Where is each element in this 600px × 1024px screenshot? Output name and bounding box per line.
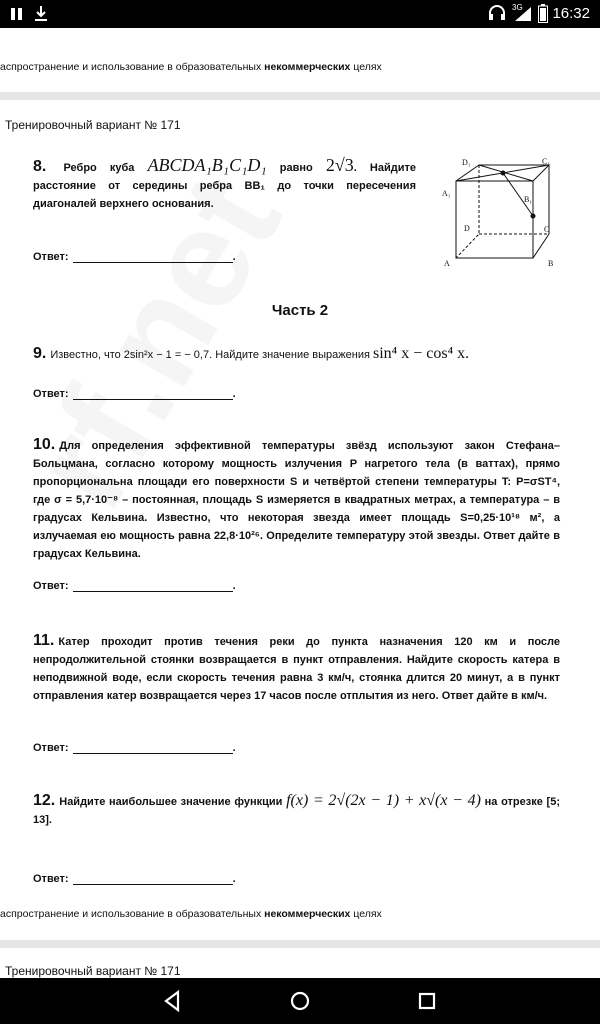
banner-bold: некоммерческих [264,908,351,920]
task-text: . Найдите расстояние от середины ребра BB₁ до точки пересечения диагоналей верхнего основания. [33,162,417,210]
banner-end: целях [350,61,382,73]
answer-line [73,389,233,400]
license-banner-top [0,61,382,73]
label-c1: C₁ [542,158,551,166]
home-icon[interactable] [285,986,315,1016]
answer-8: Ответ: . [33,251,236,263]
page-strip-bottom [0,900,600,940]
task-number: 8. [33,158,47,175]
label-d1: D₁ [462,158,471,167]
banner-end: целях [350,908,382,920]
task-12 [33,792,560,829]
variant-header-next: Тренировочный вариант № 171 [5,964,181,978]
banner-text: аспространение и использование в образовательных [0,61,265,73]
answer-label: Ответ: [33,251,69,263]
task-text: на отрезке [5; 13]. [33,796,560,826]
task-11 [33,632,560,705]
variant-header: Тренировочный вариант № 171 [5,118,181,132]
label-c: C [544,225,550,234]
answer-11: Ответ: . [33,742,236,754]
answer-line [73,743,233,754]
banner-bold: некоммерческих [264,61,351,73]
cube-name: ABCDA₁B₁C₁D₁ [147,155,267,175]
task-number: 10. [33,436,56,453]
edge-length: 2√3 [325,155,354,175]
task-number: 11. [33,632,55,649]
cube-figure [436,158,566,272]
battery-icon [538,4,548,23]
answer-label: Ответ: [33,742,69,754]
banner-text: аспространение и использование в образовательных [0,908,265,920]
back-icon[interactable] [158,986,188,1016]
recents-icon[interactable] [412,986,442,1016]
download-icon [34,5,48,22]
answer-12: Ответ: . [33,873,236,885]
answer-line [73,581,233,592]
task-text: Для определения эффективной температуры звёзд используют закон Стефана–Больцмана, согласно которому мощность излучения P нагретого тела (в ваттах), прямо пропорциональна площади его поверхности S и четвёртой степени температуры T: P=σST⁴, где σ = 5,7·10⁻⁸ – постоянная, площадь S измеряется в квадратных метрах, а температура – в градусах Кельвина. Известно, что некоторая звезда имеет площадь S=0,25·10¹⁸ м², а излучаемая ею мощность равна 22,8·10²⁶. Определите температуру этой звезды. Ответ дайте в градусах Кельвина. [33,440,560,560]
answer-line [73,252,233,263]
answer-9: Ответ: . [33,388,236,400]
label-d: D [464,224,470,233]
function: f(x) = 2√(2x − 1) + x√(x − 4) [286,792,481,809]
next-page[interactable] [0,948,600,978]
answer-label: Ответ: [33,388,69,400]
part-2-heading: Часть 2 [271,302,329,319]
status-bar [0,0,600,28]
task-8 [33,156,416,213]
label-b: B [548,259,554,268]
label-b1: B₁ [524,195,533,204]
page-strip-top [0,28,600,92]
headphones-icon [488,5,506,21]
navigation-bar [0,978,600,1024]
task-10 [33,436,560,563]
task-text: Найдите наибольшее значение функции [59,796,287,808]
label-a1: A₁ [442,189,451,198]
answer-10: Ответ: . [33,580,236,592]
task-text: Известно, что 2sin²x − 1 = − 0,7. Найдите значение выражения [50,349,373,361]
answer-label: Ответ: [33,873,69,885]
pause-icon [10,7,24,21]
license-banner-bottom [0,908,382,920]
task-text: Катер проходит против течения реки до пункта назначения 120 км и после непродолжительной стоянки возвращается в пункт отправления. Найдите скорость катера в неподвижной воде, если скорость течения равна 3 км/ч, стоянка длится 20 минут, а в пункт отправления катер возвращается через 17 часов после отплытия из него. Ответ дайте в км/ч. [33,636,560,702]
task-text: равно [266,162,326,174]
network-type: 3G [512,3,523,12]
answer-label: Ответ: [33,580,69,592]
document-page[interactable] [0,100,600,900]
task-number: 12. [33,792,56,809]
task-text: Ребро куба [63,162,148,174]
signal-icon [514,6,532,22]
task-9 [33,345,563,364]
expression: sin⁴ x − cos⁴ x. [373,345,470,362]
answer-line [73,874,233,885]
label-a: A [444,259,450,268]
clock: 16:32 [552,5,590,22]
task-number: 9. [33,345,47,362]
